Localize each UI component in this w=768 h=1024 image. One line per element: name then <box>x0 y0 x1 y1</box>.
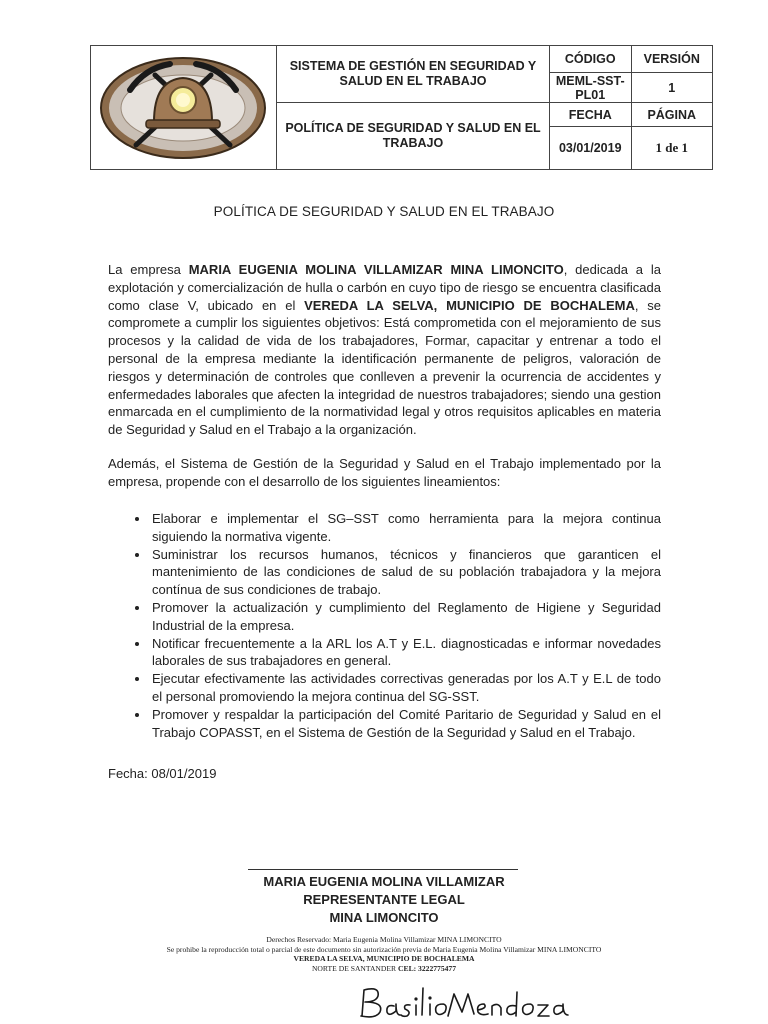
list-item: • Suministrar los recursos humanos, técnicos y financieros que garanticen el mantenimiento de las condiciones de salud de su población trabajadora y la mejora contínua de sus condiciones de trabajo. <box>150 546 661 599</box>
list-item: • Ejecutar efectivamente las actividades correctivas generadas por los A.T y E.L de todo el personal promoviendo la mejora continua del SG-SST. <box>150 670 661 706</box>
company-logo <box>96 50 271 165</box>
page-title: POLÍTICA DE SEGURIDAD Y SALUD EN EL TRABAJO <box>213 204 555 219</box>
document-header-table <box>90 45 713 170</box>
guidelines-intro-paragraph: Además, el Sistema de Gestión de la Seguridad y Salud en el Trabajo implementado por la empresa, propende con el desarrollo de los siguientes lineamientos: <box>108 456 661 489</box>
handwritten-signature <box>350 982 590 1024</box>
footer-region: NORTE DE SANTANDER <box>311 963 399 973</box>
footer-address: VEREDA LA SELVA, MUNICIPIO DE BOCHALEMA <box>293 954 475 963</box>
footer-copyright: Derechos Reservado: Maria Eugenia Molina Villamizar MINA LIMONCITO <box>266 935 502 944</box>
fecha-label: FECHA <box>550 103 632 127</box>
codigo-label: CÓDIGO <box>550 46 632 73</box>
list-item: • Promover la actualización y cumplimiento del Reglamento de Higiene y Seguridad Industrial de la empresa. <box>150 599 661 635</box>
version-label: VERSIÓN <box>631 46 713 73</box>
fecha-value: 03/01/2019 <box>550 127 632 170</box>
doc-title-cell: POLÍTICA DE SEGURIDAD Y SALUD EN EL TRABAJO <box>277 103 550 170</box>
footer-reproduction-notice: Se prohibe la reproducción total o parcial de este documento sin autorización previa de Maria Eugenia Molina Villamizar MINA LIMONCITO <box>166 944 602 954</box>
pagina-label: PÁGINA <box>631 103 713 127</box>
system-title-cell: SISTEMA DE GESTIÓN EN SEGURIDAD Y SALUD EN EL TRABAJO <box>277 46 550 103</box>
paragraph-text-2: , dedicada a la explotación y comercialización de hulla o carbón en cuyo tipo de riesgo se encuentra clasificada como clase V, ubicado en el <box>108 262 661 313</box>
codigo-value: MEML-SST-PL01 <box>550 73 632 103</box>
policy-date: Fecha: 08/01/2019 <box>108 766 217 781</box>
list-item: • Promover y respaldar la participación del Comité Paritario de Seguridad y Salud en el Trabajo COPASST, en el Sistema de Gestión de la Seguridad y Salud en el Trabajo. <box>150 706 661 742</box>
signatory-name: MARIA EUGENIA MOLINA VILLAMIZAR <box>263 874 505 889</box>
paragraph-text-3: , se compromete a cumplir los siguientes objetivos: Está comprometida con el mejoramiento de sus procesos y la calidad de vida de los trabajadores, Formar, capacitar y entrenar a todo el personal de la empresa mediante la identificación permanente de peligros, valoración de riesgos y determinación de controles que conlleven a prevenir la ocurrencia de accidentes y enfermedades laborales que afecten la integridad de nuestros trabajadores; siendo una gestion enmarcada en el cumplimiento de la normatividad legal y otros requisitos aplicables en materia de Seguridad y Salud en el Trabajo a la organización. <box>108 297 661 438</box>
signatory-company: MINA LIMONCITO <box>329 910 439 925</box>
list-item: • Notificar frecuentemente a la ARL los A.T y E.L. diagnosticadas e informar novedades laborales de sus trabajadores en general. <box>150 635 661 671</box>
company-name: MARIA EUGENIA MOLINA VILLAMIZAR MINA LIMONCITO <box>188 262 564 277</box>
footer-phone: CEL: 3222775477 <box>398 963 457 973</box>
paragraph-text-1: La empresa <box>108 262 189 277</box>
footer-contact <box>0 964 768 974</box>
pagina-value: 1 de 1 <box>631 127 713 170</box>
version-value: 1 <box>631 73 713 103</box>
policy-paragraph <box>108 261 661 439</box>
company-location: VEREDA LA SELVA, MUNICIPIO DE BOCHALEMA <box>304 297 635 313</box>
signatory-role: REPRESENTANTE LEGAL <box>303 892 465 907</box>
guidelines-list <box>108 510 661 741</box>
signatory-block <box>0 873 768 927</box>
signature-line <box>248 869 518 870</box>
footer <box>0 935 768 973</box>
logo-cell <box>91 46 277 170</box>
list-item: • Elaborar e implementar el SG–SST como herramienta para la mejora continua siguiendo la normativa vigente. <box>150 510 661 546</box>
